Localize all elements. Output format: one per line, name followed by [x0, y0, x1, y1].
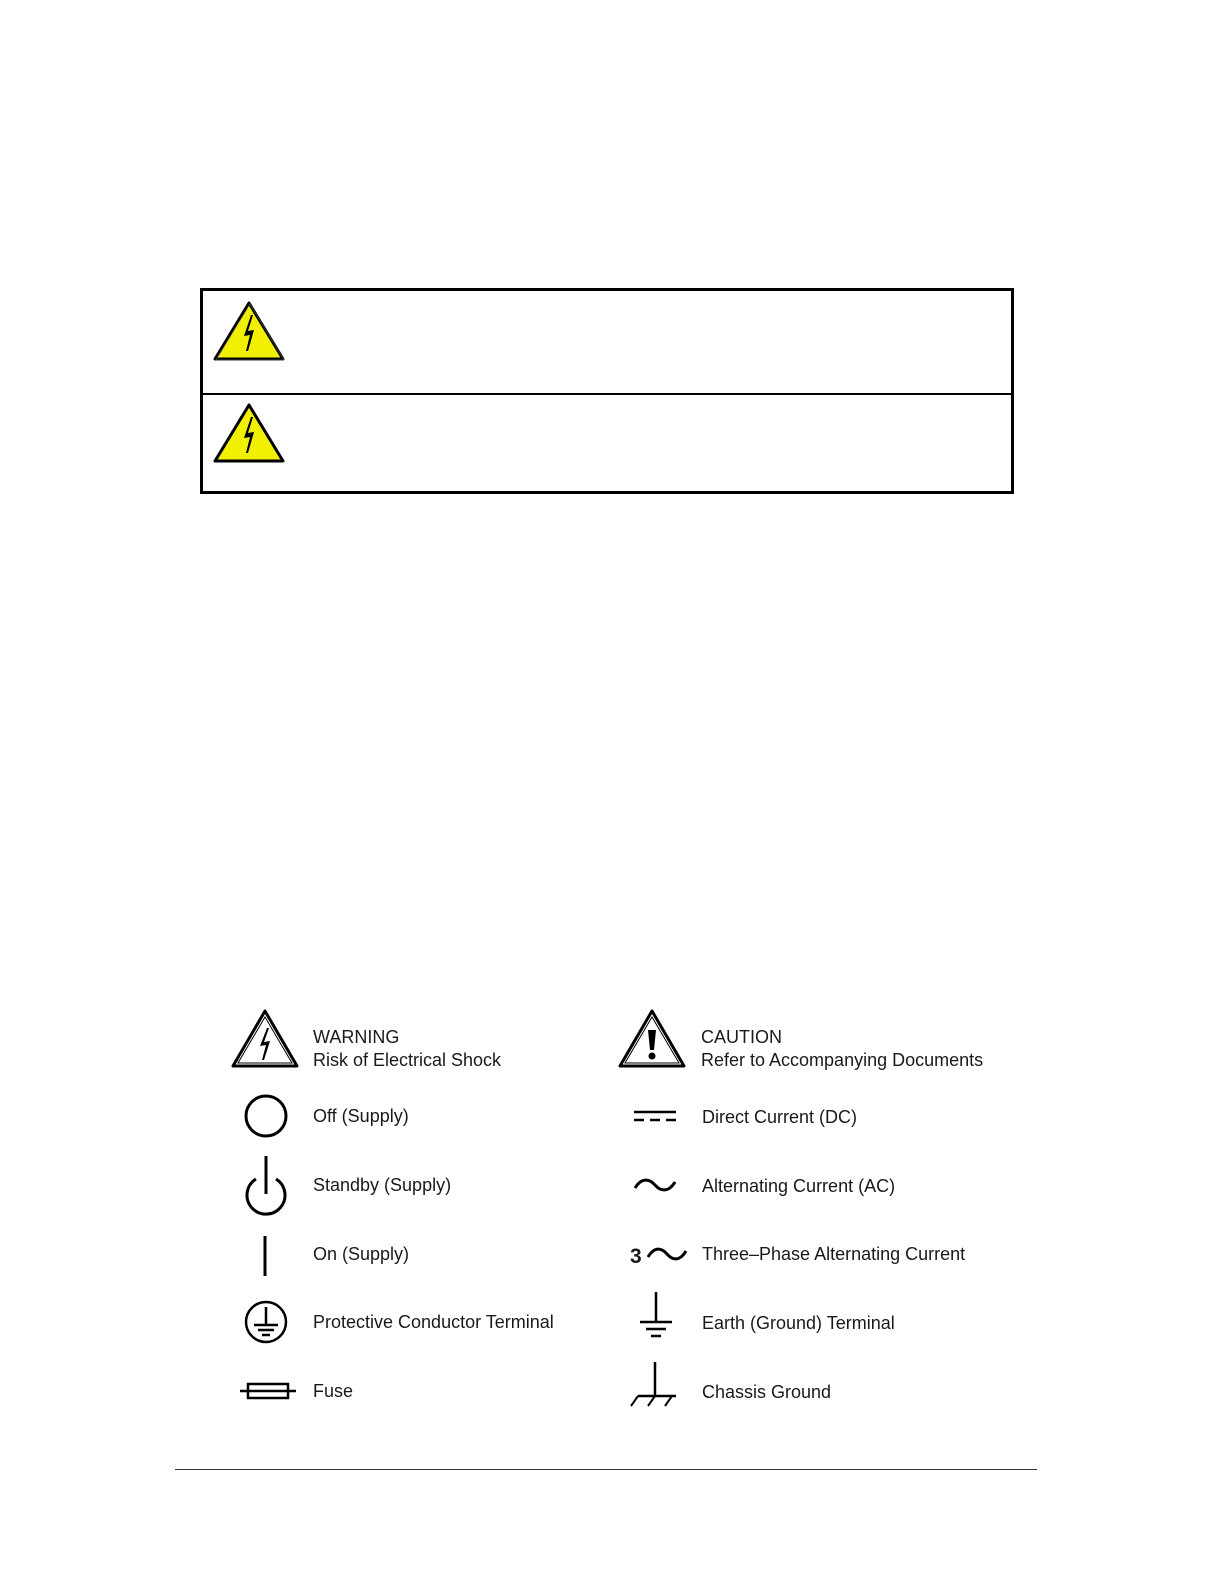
- off-supply-label: Off (Supply): [313, 1106, 409, 1126]
- warning-text: [299, 415, 995, 435]
- high-voltage-warning-icon: [213, 299, 285, 363]
- warning-table: [200, 288, 1014, 494]
- chassis-ground-label: Chassis Ground: [702, 1382, 832, 1402]
- standby-supply-icon: [242, 1154, 290, 1218]
- fuse-label: Fuse: [313, 1381, 354, 1401]
- on-supply-icon: [258, 1234, 272, 1278]
- direct-current-icon: [632, 1107, 678, 1125]
- warning-heading: WARNING: [313, 1027, 400, 1047]
- three-phase-prefix: 3: [630, 1245, 642, 1268]
- protective-conductor-label: Protective Conductor Terminal: [313, 1312, 554, 1332]
- alternating-current-icon: [633, 1176, 677, 1194]
- footer-rule: [175, 1469, 1037, 1470]
- chassis-ground-icon: [628, 1360, 680, 1408]
- warning-row: [203, 395, 1011, 491]
- earth-ground-terminal-icon: [636, 1290, 676, 1340]
- standby-supply-label: Standby (Supply): [313, 1175, 452, 1195]
- alternating-current-label: Alternating Current (AC): [702, 1176, 896, 1196]
- warning-description: Risk of Electrical Shock: [313, 1050, 502, 1070]
- three-phase-label: Three–Phase Alternating Current: [702, 1244, 966, 1264]
- warning-row: [203, 291, 1011, 395]
- earth-ground-label: Earth (Ground) Terminal: [702, 1313, 895, 1333]
- protective-conductor-terminal-icon: [242, 1298, 290, 1346]
- off-supply-icon: [242, 1093, 290, 1139]
- electric-shock-warning-icon: [230, 1008, 300, 1070]
- three-phase-ac-icon: [646, 1245, 688, 1263]
- direct-current-label: Direct Current (DC): [702, 1107, 858, 1127]
- caution-heading: CAUTION: [701, 1027, 782, 1047]
- on-supply-label: On (Supply): [313, 1244, 410, 1264]
- fuse-icon: [238, 1380, 298, 1402]
- caution-description: Refer to Accompanying Documents: [701, 1050, 984, 1070]
- warning-text: [299, 311, 995, 331]
- high-voltage-warning-icon: [213, 401, 285, 465]
- caution-exclamation-icon: [617, 1008, 687, 1070]
